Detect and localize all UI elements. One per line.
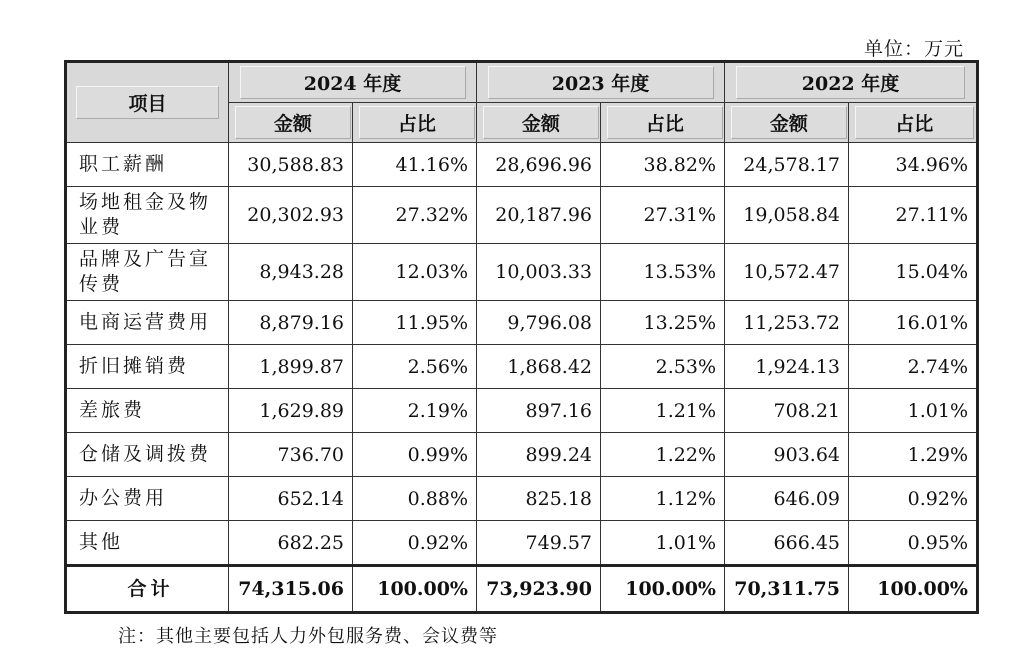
cell-ratio-2022: 16.01%	[849, 301, 978, 345]
expense-table	[64, 60, 979, 614]
cell-amount-2024: 682.25	[229, 521, 353, 566]
cell-amount-2024: 8,879.16	[229, 301, 353, 345]
cell-amount-2022: 19,058.84	[725, 187, 849, 244]
cell-amount-2023: 897.16	[477, 389, 601, 433]
cell-amount-2023: 1,868.42	[477, 345, 601, 389]
cell-ratio-2022: 0.92%	[849, 477, 978, 521]
cell-ratio-2024: 12.03%	[353, 244, 477, 301]
row-label: 职工薪酬	[66, 143, 229, 187]
cell-ratio-2022: 1.29%	[849, 433, 978, 477]
cell-amount-2022: 646.09	[725, 477, 849, 521]
cell-amount-2024: 1,629.89	[229, 389, 353, 433]
row-label: 电商运营费用	[66, 301, 229, 345]
header-amount-label: 金额	[731, 106, 847, 139]
cell-amount-2024: 736.70	[229, 433, 353, 477]
header-ratio-label: 占比	[607, 106, 723, 139]
cell-amount-2022: 903.64	[725, 433, 849, 477]
cell-amount-2022: 1,924.13	[725, 345, 849, 389]
cell-ratio-2023: 1.12%	[601, 477, 725, 521]
header-year-label: 2023 年度	[488, 66, 714, 99]
cell-amount-2023: 9,796.08	[477, 301, 601, 345]
total-row	[66, 566, 978, 613]
table-row	[66, 187, 978, 244]
total-label: 合计	[66, 566, 229, 613]
header-item	[66, 62, 229, 143]
header-amount	[477, 103, 601, 143]
cell-ratio-2024: 2.19%	[353, 389, 477, 433]
cell-amount-2024: 8,943.28	[229, 244, 353, 301]
cell-ratio-2022: 27.11%	[849, 187, 978, 244]
cell-ratio-2023: 27.31%	[601, 187, 725, 244]
expense-table-wrapper	[64, 60, 976, 614]
total-ratio-2024: 100.00%	[353, 566, 477, 613]
row-label: 其他	[66, 521, 229, 566]
cell-amount-2024: 1,899.87	[229, 345, 353, 389]
cell-amount-2023: 20,187.96	[477, 187, 601, 244]
cell-ratio-2023: 13.53%	[601, 244, 725, 301]
cell-amount-2024: 652.14	[229, 477, 353, 521]
cell-ratio-2024: 41.16%	[353, 143, 477, 187]
header-year-2024	[229, 62, 477, 103]
cell-ratio-2024: 27.32%	[353, 187, 477, 244]
cell-ratio-2022: 2.74%	[849, 345, 978, 389]
header-ratio	[849, 103, 978, 143]
table-footnote: 注：其他主要包括人力外包服务费、会议费等	[118, 626, 498, 647]
cell-amount-2024: 30,588.83	[229, 143, 353, 187]
table-row	[66, 389, 978, 433]
table-row	[66, 521, 978, 566]
cell-ratio-2024: 0.88%	[353, 477, 477, 521]
cell-ratio-2023: 1.22%	[601, 433, 725, 477]
total-amount-2023: 73,923.90	[477, 566, 601, 613]
header-year-label: 2024 年度	[240, 66, 466, 99]
total-amount-2024: 74,315.06	[229, 566, 353, 613]
cell-amount-2022: 10,572.47	[725, 244, 849, 301]
table-row	[66, 345, 978, 389]
table-row	[66, 433, 978, 477]
cell-amount-2022: 24,578.17	[725, 143, 849, 187]
header-ratio	[601, 103, 725, 143]
cell-amount-2023: 749.57	[477, 521, 601, 566]
total-amount-2022: 70,311.75	[725, 566, 849, 613]
header-amount-label: 金额	[235, 106, 351, 139]
cell-amount-2024: 20,302.93	[229, 187, 353, 244]
cell-ratio-2022: 15.04%	[849, 244, 978, 301]
header-ratio-label: 占比	[359, 106, 475, 139]
row-label: 折旧摊销费	[66, 345, 229, 389]
table-row	[66, 477, 978, 521]
total-ratio-2022: 100.00%	[849, 566, 978, 613]
header-year-2023	[477, 62, 725, 103]
cell-ratio-2022: 34.96%	[849, 143, 978, 187]
table-body	[66, 143, 978, 613]
cell-amount-2022: 11,253.72	[725, 301, 849, 345]
row-label: 场地租金及物业费	[66, 187, 229, 244]
cell-ratio-2023: 2.53%	[601, 345, 725, 389]
cell-ratio-2024: 11.95%	[353, 301, 477, 345]
cell-ratio-2024: 0.92%	[353, 521, 477, 566]
cell-ratio-2022: 0.95%	[849, 521, 978, 566]
cell-amount-2022: 666.45	[725, 521, 849, 566]
header-amount	[725, 103, 849, 143]
cell-ratio-2023: 13.25%	[601, 301, 725, 345]
cell-amount-2023: 899.24	[477, 433, 601, 477]
cell-ratio-2023: 1.21%	[601, 389, 725, 433]
cell-amount-2022: 708.21	[725, 389, 849, 433]
unit-label: 单位：万元	[863, 38, 964, 60]
cell-ratio-2023: 1.01%	[601, 521, 725, 566]
table-row	[66, 244, 978, 301]
row-label: 品牌及广告宣传费	[66, 244, 229, 301]
total-ratio-2023: 100.00%	[601, 566, 725, 613]
header-item-label: 项目	[76, 86, 218, 119]
table-row	[66, 301, 978, 345]
cell-ratio-2024: 0.99%	[353, 433, 477, 477]
table-row	[66, 143, 978, 187]
header-year-2022	[725, 62, 978, 103]
cell-ratio-2022: 1.01%	[849, 389, 978, 433]
cell-ratio-2023: 38.82%	[601, 143, 725, 187]
cell-ratio-2024: 2.56%	[353, 345, 477, 389]
row-label: 办公费用	[66, 477, 229, 521]
cell-amount-2023: 10,003.33	[477, 244, 601, 301]
header-ratio	[353, 103, 477, 143]
cell-amount-2023: 825.18	[477, 477, 601, 521]
header-amount	[229, 103, 353, 143]
header-year-label: 2022 年度	[736, 66, 965, 99]
row-label: 仓储及调拨费	[66, 433, 229, 477]
header-ratio-label: 占比	[855, 106, 974, 139]
cell-amount-2023: 28,696.96	[477, 143, 601, 187]
row-label: 差旅费	[66, 389, 229, 433]
header-amount-label: 金额	[483, 106, 599, 139]
